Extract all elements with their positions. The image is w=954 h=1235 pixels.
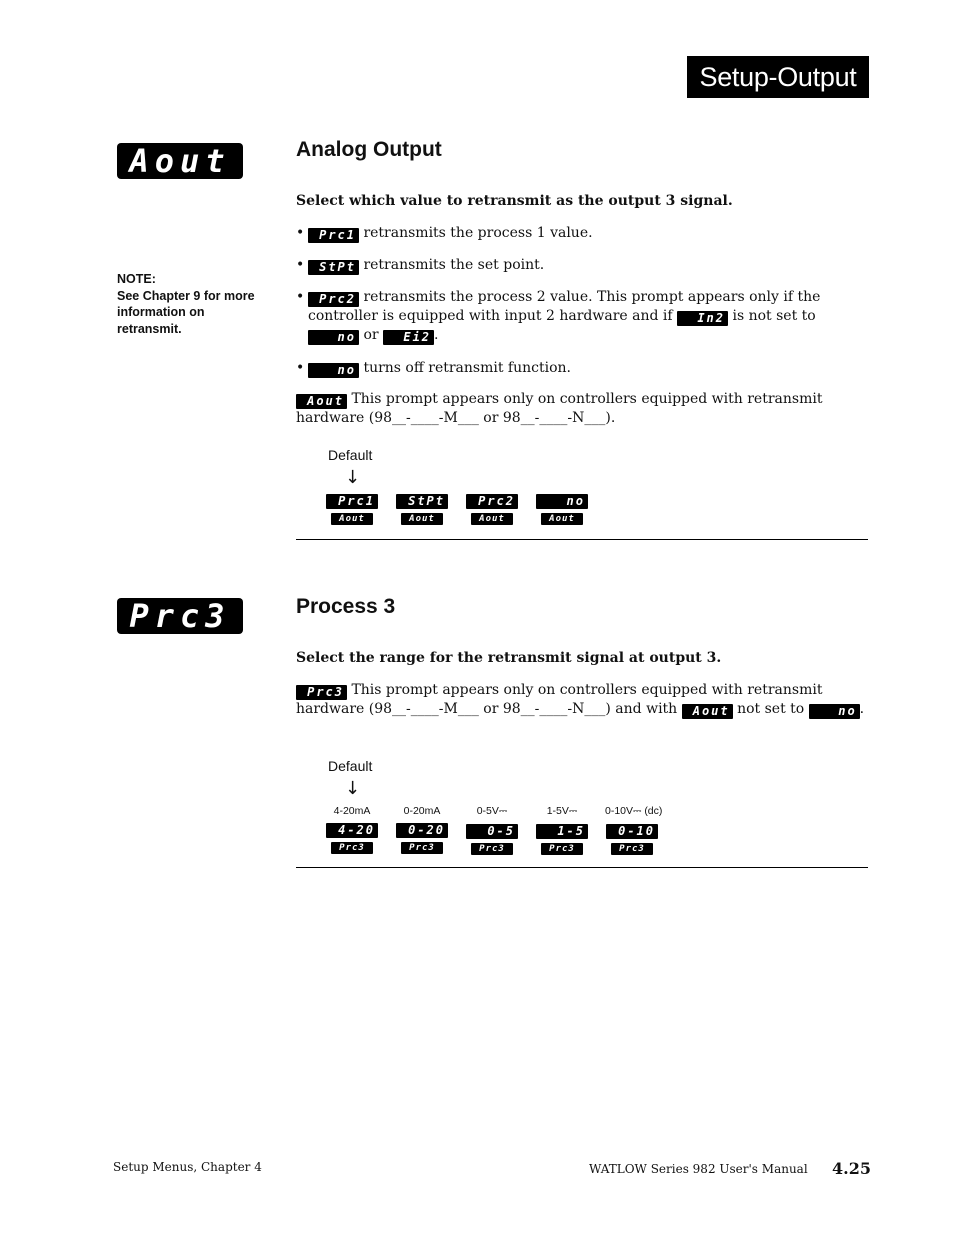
note-heading: NOTE: [117,272,156,286]
option-bottom: Aout [331,513,373,525]
aout-display: Aout [117,143,243,179]
analog-output-title: Analog Output [296,138,442,161]
bullet-no: • no turns off retransmit function. [296,360,571,377]
process3-instruction: Select the range for the retransmit signal at output 3. [296,650,722,666]
process3-title: Process 3 [296,595,396,618]
option-label: 0-5V⎓ [476,805,508,817]
lcd-code: StPt [308,260,359,275]
option-top: no [536,494,588,509]
section-divider [296,539,868,540]
paragraph-text: not set to [732,701,809,717]
lcd-code: no [308,363,359,378]
prc3-option-4-20 [325,805,379,854]
option-top: 4-20 [326,823,378,838]
option-bottom: Aout [541,513,583,525]
option-label: 0-10V⎓ (dc) [605,805,663,817]
lcd-code: Aout [296,394,347,409]
page-number: 4.25 [832,1159,871,1178]
lcd-code: Aout [682,704,733,719]
prc3-option-1-5 [535,805,589,855]
aout-option-prc1 [325,494,379,525]
option-top: 0-5 [466,824,518,839]
aout-option-no [535,494,589,525]
aout-prompt-paragraph [296,390,868,428]
bullet-prc1: • Prc1 retransmits the process 1 value. [296,225,593,242]
aout-option-stpt [395,494,449,525]
section-divider [296,867,868,868]
option-label: 4-20mA [333,805,371,817]
note [117,271,257,337]
paragraph-text: This prompt appears only on controllers equipped with retransmit hardware (98__-____-M___ or 98__-____-N___). [296,391,823,426]
prc3-option-0-10 [605,805,663,855]
analog-output-instruction: Select which value to retransmit as the output 3 signal. [296,193,733,209]
option-top: Prc2 [466,494,518,509]
lcd-code: Ei2 [383,330,434,345]
bullet-text: retransmits the process 2 value. This prompt appears only if the controller is equipped with input 2 hardware and if [308,289,821,324]
option-bottom: Prc3 [401,842,443,854]
lcd-code: Prc1 [308,228,359,243]
option-bottom: Aout [401,513,443,525]
default-label: Default [328,447,373,463]
prc3-display: Prc3 [117,598,243,634]
bullet-prc2: • Prc2 retransmits the process 2 value. This prompt appears only if the controller is equipped with input 2 hardware and if In2 is not set to no or Ei2 . [296,289,821,344]
footer-chapter: Setup Menus, Chapter 4 [113,1160,262,1174]
option-label: 0-20mA [403,805,441,817]
bullet-text: is not set to [728,308,816,324]
option-bottom: Prc3 [331,842,373,854]
bullet-stpt: • StPt retransmits the set point. [296,257,545,274]
paragraph-text: This prompt appears only on controllers equipped with retransmit hardware (98__-____-M___ or 98__-____-N___) and with [296,682,823,717]
option-top: 0-10 [606,824,658,839]
option-top: 1-5 [536,824,588,839]
option-bottom: Prc3 [541,843,583,855]
option-label: 1-5V⎓ [546,805,578,817]
option-bottom: Aout [471,513,513,525]
lcd-code: In2 [677,311,728,326]
default-arrow: ↓ [345,467,361,488]
prc3-option-0-5 [465,805,519,855]
bullet-text: or [359,327,384,343]
option-top: StPt [396,494,448,509]
default-arrow: ↓ [345,778,361,799]
option-top: 0-20 [396,823,448,838]
lcd-code: Prc2 [308,292,359,307]
option-bottom: Prc3 [611,843,653,855]
paragraph-text: . [859,701,865,717]
bullet-text: turns off retransmit function. [359,360,571,376]
footer-manual: WATLOW Series 982 User's Manual [589,1162,808,1176]
note-text: See Chapter 9 for more information on retransmit. [117,288,255,336]
lcd-code: no [809,704,860,719]
option-top: Prc1 [326,494,378,509]
default-label: Default [328,758,373,774]
prc3-prompt-paragraph [296,681,868,719]
lcd-code: Prc3 [296,685,347,700]
bullet-text: retransmits the process 1 value. [359,225,593,241]
bullet-text: . [434,327,439,343]
lcd-code: no [308,330,359,345]
page-header-title: Setup-Output [687,56,869,98]
aout-option-prc2 [465,494,519,525]
prc3-option-0-20 [395,805,449,854]
option-bottom: Prc3 [471,843,513,855]
bullet-text: retransmits the set point. [359,257,545,273]
